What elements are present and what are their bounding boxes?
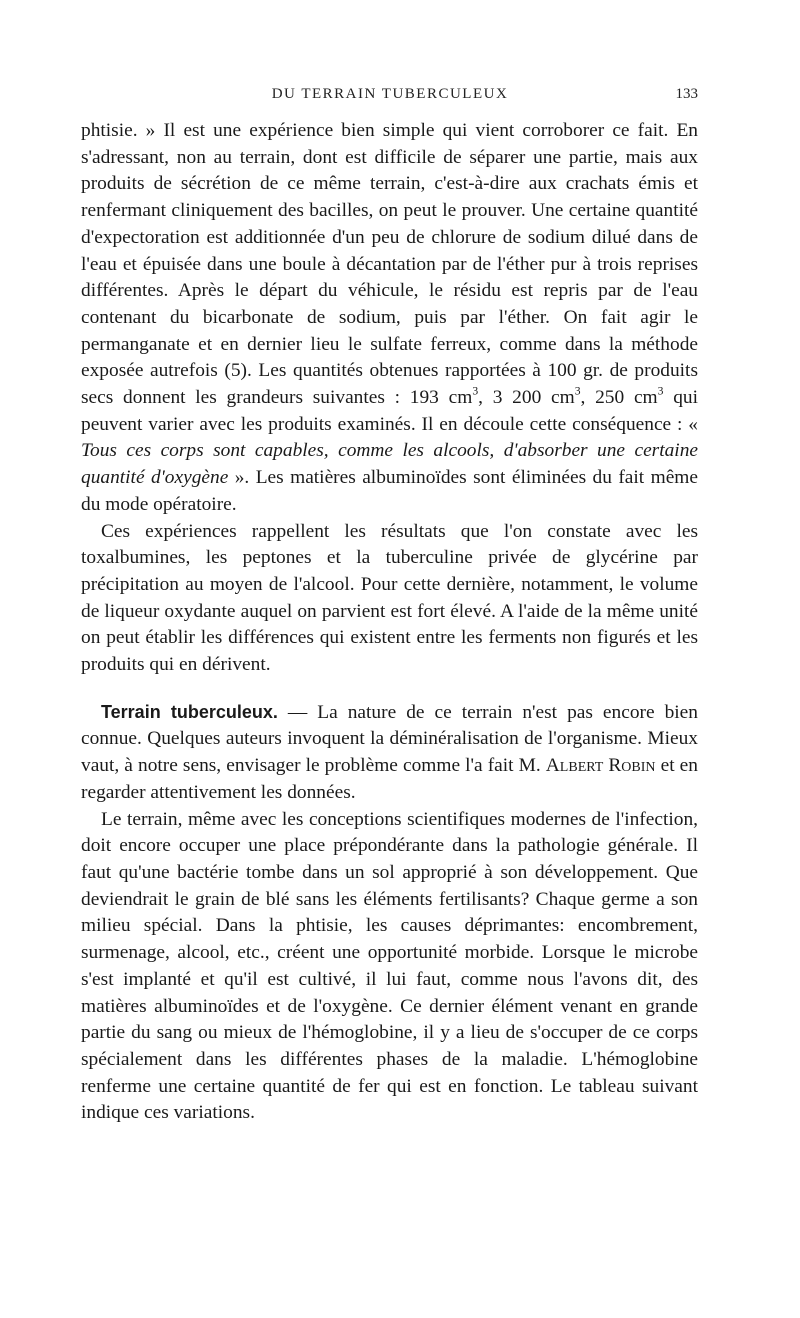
paragraph-1-text: phtisie. » Il est une expérience bien simple qui vient corroborer ce fait. En s'adressant, non au terrain, dont est difficile de séparer une partie, mais aux produits de sécrétion de ce même terrain, c'est-à-dire aux crachats émis et renfermant cliniquement des bacilles, on peut le prouver. Une certaine quantité d'expectoration est additionnée d'un peu de chlorure de sodium dilué dans de l'eau et épuisée dans une boule à décantation par de l'éther pur à trois reprises différentes. Après le départ du véhicule, le résidu est repris par de l'eau contenant du bicarbonate de sodium, puis par l'éther. On fait agir le permanganate et en dernier lieu le sulfate ferreux, comme dans la méthode exposée autrefois (5). Les quantités obtenues rapportées à 100 gr. de produits secs donnent les grandeurs suivantes : 193 cm: [81, 120, 698, 409]
superscript-cube: 3: [472, 384, 479, 398]
paragraph-2: Ces expériences rappellent les résultats que l'on constate avec les toxalbumines, les peptones et la tuberculine privée de glycérine par précipitation au moyen de l'alcool. Pour cette dernière, notamment, le volume de liqueur oxydante auquel on parvient est fort élevé. A l'aide de la même unité on peut établir les différences qui existent entre les ferments non figurés et les produits qui en dérivent.: [81, 520, 698, 676]
superscript-cube: 3: [574, 384, 581, 398]
body-text: [81, 118, 698, 1127]
paragraph-3-text: — La nature de ce terrain n'est pas encore bien connue. Quelques auteurs invoquent la déminéralisation de l'organisme. Mieux vaut, à notre sens, envisager le problème comme l'a fait M.: [81, 701, 698, 777]
paragraph-3-text: et en regarder attentivement les données.: [81, 755, 698, 803]
paragraph-1-text: qui peuvent varier avec les produits examinés. Il en découle cette conséquence : «: [81, 387, 698, 435]
paragraph-1-text: , 250 cm: [580, 387, 658, 409]
paragraph-1-text: , 3 200 cm: [478, 387, 575, 409]
page-number: 133: [675, 86, 698, 102]
superscript-cube: 3: [657, 384, 664, 398]
author-name: Albert Robin: [545, 755, 656, 777]
paragraph-1: [81, 118, 698, 519]
paragraph-1-text: ». Les matières albuminoïdes sont éliminées du fait même du mode opératoire.: [81, 467, 698, 515]
running-title: DU TERRAIN TUBERCULEUX: [271, 86, 509, 102]
section-heading: Terrain tuberculeux.: [101, 701, 278, 722]
paragraph-4: Le terrain, même avec les conceptions scientifiques modernes de l'infection, doit encore occuper une place prépondérante dans la pathologie générale. Il faut qu'une bactérie tombe dans un sol approprié à son développement. Que deviendrait le grain de blé sans les éléments fertilisants? Chaque germe a son milieu spécial. Dans la phtisie, les causes déprimantes: encombrement, surmenage, alcool, etc., créent une opportunité morbide. Lorsque le microbe s'est implanté et qu'il est cultivé, il lui faut, comme nous l'avons dit, des matières albuminoïdes et de l'oxygène. Ce dernier élément venant en grande partie du sang ou mieux de l'hémoglobine, il y a lieu de s'occuper de ce corps spécialement dans les différentes phases de la maladie. L'hémoglobine renferme une certaine quantité de fer qui est en fonction. Le tableau suivant indique ces variations.: [81, 808, 698, 1124]
italic-quotation: Tous ces corps sont capables, comme les alcools, d'absorber une certaine quantité d'oxygène: [81, 440, 698, 489]
paragraph-3: [81, 699, 698, 807]
